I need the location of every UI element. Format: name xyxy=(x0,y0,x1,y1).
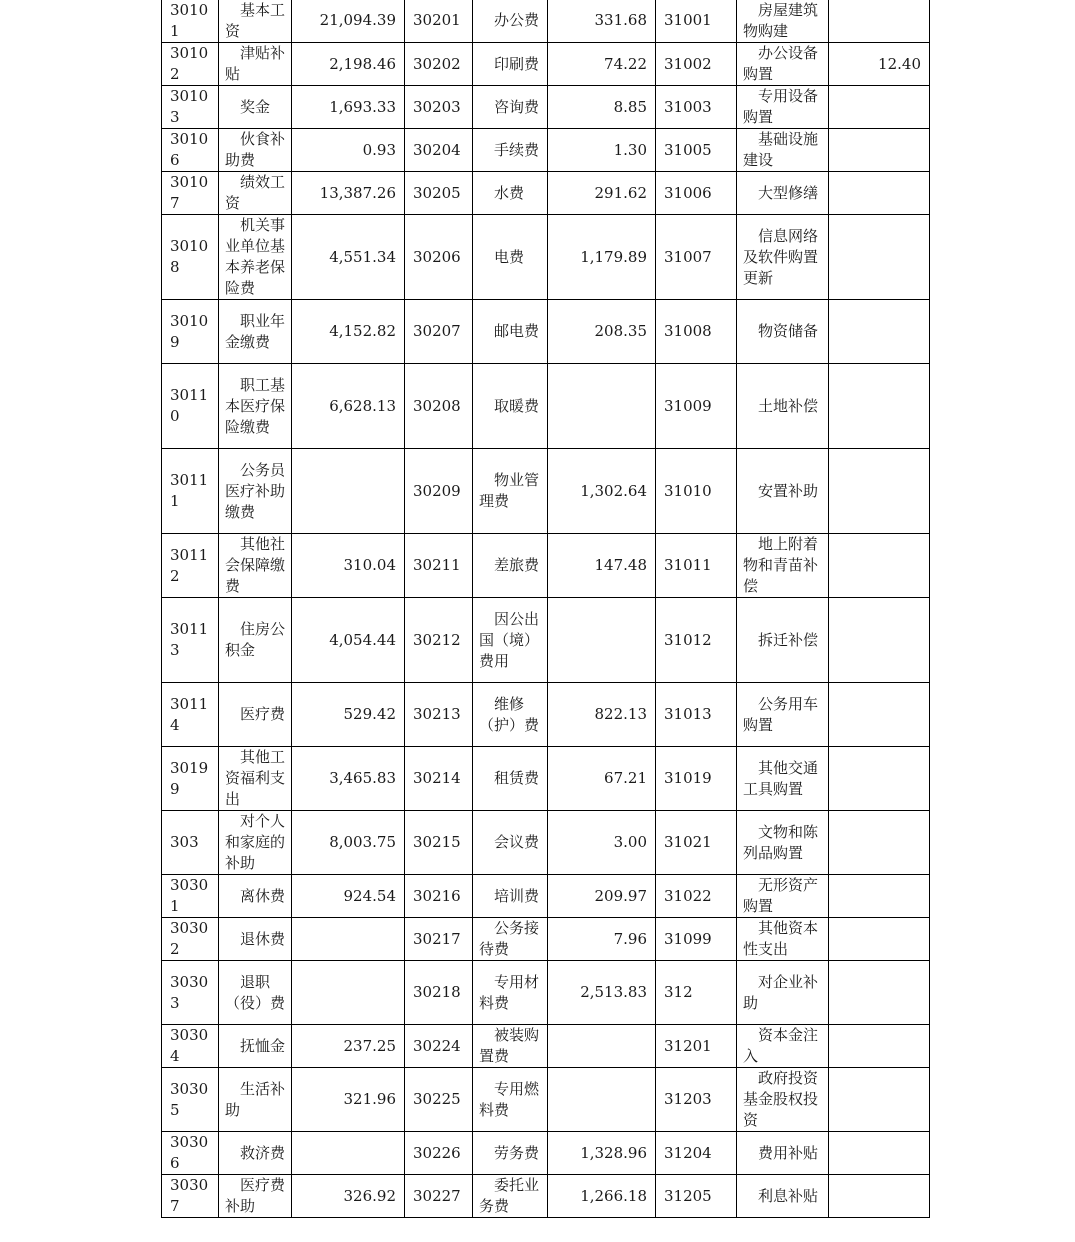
goods-item-name: 邮电费 xyxy=(473,300,548,364)
goods-item-name: 专用燃料费 xyxy=(473,1068,548,1132)
table-row xyxy=(162,811,930,875)
goods-code: 30216 xyxy=(405,875,473,918)
salary-item-name: 生活补助 xyxy=(219,1068,292,1132)
salary-amount: 6,628.13 xyxy=(292,364,405,449)
capital-item-name: 其他交通工具购置 xyxy=(737,747,829,811)
goods-item-name: 培训费 xyxy=(473,875,548,918)
capital-amount xyxy=(829,598,930,683)
first-code: 30302 xyxy=(162,918,219,961)
table-row xyxy=(162,598,930,683)
capital-amount xyxy=(829,1175,930,1218)
capital-item-name: 政府投资基金股权投资 xyxy=(737,1068,829,1132)
capital-code: 31008 xyxy=(656,300,737,364)
table-row xyxy=(162,961,930,1025)
goods-item-name: 印刷费 xyxy=(473,43,548,86)
capital-item-name: 对企业补助 xyxy=(737,961,829,1025)
goods-amount: 1.30 xyxy=(548,129,656,172)
capital-amount xyxy=(829,1068,930,1132)
capital-item-name: 安置补助 xyxy=(737,449,829,534)
salary-amount: 310.04 xyxy=(292,534,405,598)
salary-amount xyxy=(292,449,405,534)
goods-amount: 8.85 xyxy=(548,86,656,129)
salary-item-name: 医疗费 xyxy=(219,683,292,747)
capital-item-name: 土地补偿 xyxy=(737,364,829,449)
goods-amount: 209.97 xyxy=(548,875,656,918)
salary-amount: 4,054.44 xyxy=(292,598,405,683)
capital-code: 312 xyxy=(656,961,737,1025)
first-code: 30305 xyxy=(162,1068,219,1132)
capital-item-name: 利息补贴 xyxy=(737,1175,829,1218)
capital-item-name: 无形资产购置 xyxy=(737,875,829,918)
table-row xyxy=(162,918,930,961)
salary-amount: 2,198.46 xyxy=(292,43,405,86)
capital-amount: 12.40 xyxy=(829,43,930,86)
capital-amount xyxy=(829,1025,930,1068)
goods-amount: 7.96 xyxy=(548,918,656,961)
capital-amount xyxy=(829,0,930,43)
goods-amount: 2,513.83 xyxy=(548,961,656,1025)
capital-code: 31006 xyxy=(656,172,737,215)
capital-amount xyxy=(829,300,930,364)
salary-item-name: 基本工资 xyxy=(219,0,292,43)
salary-item-name: 退职（役）费 xyxy=(219,961,292,1025)
goods-code: 30214 xyxy=(405,747,473,811)
salary-item-name: 职工基本医疗保险缴费 xyxy=(219,364,292,449)
salary-item-name: 医疗费补助 xyxy=(219,1175,292,1218)
table-row xyxy=(162,364,930,449)
goods-code: 30215 xyxy=(405,811,473,875)
capital-item-name: 公务用车购置 xyxy=(737,683,829,747)
expenditure-table xyxy=(161,0,930,1218)
capital-amount xyxy=(829,961,930,1025)
goods-amount: 822.13 xyxy=(548,683,656,747)
table-row xyxy=(162,1132,930,1175)
goods-code: 30208 xyxy=(405,364,473,449)
table-row xyxy=(162,129,930,172)
salary-item-name: 绩效工资 xyxy=(219,172,292,215)
capital-item-name: 办公设备购置 xyxy=(737,43,829,86)
goods-amount: 67.21 xyxy=(548,747,656,811)
goods-item-name: 租赁费 xyxy=(473,747,548,811)
table-row xyxy=(162,1068,930,1132)
capital-amount xyxy=(829,875,930,918)
salary-item-name: 住房公积金 xyxy=(219,598,292,683)
first-code: 30304 xyxy=(162,1025,219,1068)
capital-amount xyxy=(829,534,930,598)
first-code: 30108 xyxy=(162,215,219,300)
salary-item-name: 离休费 xyxy=(219,875,292,918)
goods-amount: 1,302.64 xyxy=(548,449,656,534)
goods-code: 30206 xyxy=(405,215,473,300)
salary-item-name: 公务员医疗补助缴费 xyxy=(219,449,292,534)
goods-item-name: 委托业务费 xyxy=(473,1175,548,1218)
salary-item-name: 职业年金缴费 xyxy=(219,300,292,364)
salary-item-name: 伙食补助费 xyxy=(219,129,292,172)
goods-item-name: 因公出国（境）费用 xyxy=(473,598,548,683)
goods-code: 30213 xyxy=(405,683,473,747)
goods-code: 30207 xyxy=(405,300,473,364)
capital-item-name: 其他资本性支出 xyxy=(737,918,829,961)
salary-amount: 8,003.75 xyxy=(292,811,405,875)
capital-code: 31021 xyxy=(656,811,737,875)
capital-item-name: 资本金注入 xyxy=(737,1025,829,1068)
capital-amount xyxy=(829,811,930,875)
first-code: 303 xyxy=(162,811,219,875)
goods-amount: 147.48 xyxy=(548,534,656,598)
goods-item-name: 物业管理费 xyxy=(473,449,548,534)
capital-code: 31002 xyxy=(656,43,737,86)
capital-code: 31099 xyxy=(656,918,737,961)
table-row xyxy=(162,534,930,598)
capital-code: 31001 xyxy=(656,0,737,43)
goods-amount: 74.22 xyxy=(548,43,656,86)
goods-item-name: 差旅费 xyxy=(473,534,548,598)
table-row xyxy=(162,43,930,86)
capital-code: 31201 xyxy=(656,1025,737,1068)
salary-amount xyxy=(292,1132,405,1175)
table-row xyxy=(162,300,930,364)
goods-code: 30224 xyxy=(405,1025,473,1068)
goods-code: 30212 xyxy=(405,598,473,683)
table-row xyxy=(162,449,930,534)
first-code: 30307 xyxy=(162,1175,219,1218)
goods-item-name: 专用材料费 xyxy=(473,961,548,1025)
table-row xyxy=(162,683,930,747)
salary-amount: 1,693.33 xyxy=(292,86,405,129)
first-code: 30110 xyxy=(162,364,219,449)
salary-amount: 326.92 xyxy=(292,1175,405,1218)
goods-amount: 1,179.89 xyxy=(548,215,656,300)
table-row xyxy=(162,875,930,918)
capital-item-name: 文物和陈列品购置 xyxy=(737,811,829,875)
salary-amount: 237.25 xyxy=(292,1025,405,1068)
goods-item-name: 咨询费 xyxy=(473,86,548,129)
salary-item-name: 抚恤金 xyxy=(219,1025,292,1068)
salary-item-name: 其他工资福利支出 xyxy=(219,747,292,811)
capital-amount xyxy=(829,918,930,961)
capital-amount xyxy=(829,215,930,300)
goods-item-name: 公务接待费 xyxy=(473,918,548,961)
capital-code: 31204 xyxy=(656,1132,737,1175)
salary-item-name: 救济费 xyxy=(219,1132,292,1175)
salary-amount: 321.96 xyxy=(292,1068,405,1132)
capital-code: 31205 xyxy=(656,1175,737,1218)
goods-item-name: 手续费 xyxy=(473,129,548,172)
goods-amount xyxy=(548,1025,656,1068)
capital-code: 31019 xyxy=(656,747,737,811)
salary-item-name: 奖金 xyxy=(219,86,292,129)
salary-amount: 3,465.83 xyxy=(292,747,405,811)
capital-amount xyxy=(829,747,930,811)
first-code: 30113 xyxy=(162,598,219,683)
salary-item-name: 对个人和家庭的补助 xyxy=(219,811,292,875)
goods-amount xyxy=(548,598,656,683)
capital-item-name: 信息网络及软件购置更新 xyxy=(737,215,829,300)
capital-amount xyxy=(829,683,930,747)
goods-code: 30204 xyxy=(405,129,473,172)
table-row xyxy=(162,747,930,811)
capital-item-name: 专用设备购置 xyxy=(737,86,829,129)
salary-item-name: 其他社会保障缴费 xyxy=(219,534,292,598)
goods-item-name: 水费 xyxy=(473,172,548,215)
capital-code: 31022 xyxy=(656,875,737,918)
goods-item-name: 会议费 xyxy=(473,811,548,875)
salary-amount: 13,387.26 xyxy=(292,172,405,215)
first-code: 30301 xyxy=(162,875,219,918)
goods-code: 30217 xyxy=(405,918,473,961)
goods-item-name: 劳务费 xyxy=(473,1132,548,1175)
capital-code: 31003 xyxy=(656,86,737,129)
first-code: 30306 xyxy=(162,1132,219,1175)
capital-amount xyxy=(829,1132,930,1175)
first-code: 30112 xyxy=(162,534,219,598)
first-code: 30114 xyxy=(162,683,219,747)
salary-amount: 4,551.34 xyxy=(292,215,405,300)
salary-amount: 21,094.39 xyxy=(292,0,405,43)
goods-code: 30209 xyxy=(405,449,473,534)
goods-code: 30205 xyxy=(405,172,473,215)
capital-amount xyxy=(829,449,930,534)
goods-amount: 331.68 xyxy=(548,0,656,43)
capital-code: 31010 xyxy=(656,449,737,534)
table-row xyxy=(162,215,930,300)
table-row xyxy=(162,1175,930,1218)
salary-amount: 529.42 xyxy=(292,683,405,747)
goods-item-name: 电费 xyxy=(473,215,548,300)
goods-amount: 1,328.96 xyxy=(548,1132,656,1175)
goods-code: 30201 xyxy=(405,0,473,43)
salary-item-name: 津贴补贴 xyxy=(219,43,292,86)
goods-item-name: 被装购置费 xyxy=(473,1025,548,1068)
goods-amount xyxy=(548,364,656,449)
first-code: 30107 xyxy=(162,172,219,215)
capital-code: 31009 xyxy=(656,364,737,449)
goods-code: 30226 xyxy=(405,1132,473,1175)
table-row xyxy=(162,86,930,129)
goods-code: 30202 xyxy=(405,43,473,86)
goods-code: 30203 xyxy=(405,86,473,129)
capital-code: 31011 xyxy=(656,534,737,598)
goods-code: 30227 xyxy=(405,1175,473,1218)
goods-amount xyxy=(548,1068,656,1132)
goods-amount: 3.00 xyxy=(548,811,656,875)
first-code: 30102 xyxy=(162,43,219,86)
capital-amount xyxy=(829,172,930,215)
goods-item-name: 取暖费 xyxy=(473,364,548,449)
capital-item-name: 费用补贴 xyxy=(737,1132,829,1175)
goods-amount: 291.62 xyxy=(548,172,656,215)
first-code: 30106 xyxy=(162,129,219,172)
table-row xyxy=(162,0,930,43)
goods-amount: 1,266.18 xyxy=(548,1175,656,1218)
first-code: 30101 xyxy=(162,0,219,43)
first-code: 30109 xyxy=(162,300,219,364)
salary-amount: 4,152.82 xyxy=(292,300,405,364)
first-code: 30103 xyxy=(162,86,219,129)
capital-code: 31005 xyxy=(656,129,737,172)
table-body xyxy=(162,0,930,1218)
capital-code: 31013 xyxy=(656,683,737,747)
capital-item-name: 物资储备 xyxy=(737,300,829,364)
first-code: 30199 xyxy=(162,747,219,811)
capital-item-name: 大型修缮 xyxy=(737,172,829,215)
salary-amount xyxy=(292,961,405,1025)
goods-item-name: 维修（护）费 xyxy=(473,683,548,747)
salary-item-name: 退休费 xyxy=(219,918,292,961)
salary-amount: 924.54 xyxy=(292,875,405,918)
goods-code: 30225 xyxy=(405,1068,473,1132)
goods-amount: 208.35 xyxy=(548,300,656,364)
capital-code: 31007 xyxy=(656,215,737,300)
salary-item-name: 机关事业单位基本养老保险费 xyxy=(219,215,292,300)
capital-item-name: 拆迁补偿 xyxy=(737,598,829,683)
first-code: 30111 xyxy=(162,449,219,534)
first-code: 30303 xyxy=(162,961,219,1025)
capital-code: 31203 xyxy=(656,1068,737,1132)
salary-amount xyxy=(292,918,405,961)
capital-amount xyxy=(829,364,930,449)
table-row xyxy=(162,1025,930,1068)
capital-item-name: 房屋建筑物购建 xyxy=(737,0,829,43)
capital-amount xyxy=(829,86,930,129)
capital-item-name: 地上附着物和青苗补偿 xyxy=(737,534,829,598)
capital-item-name: 基础设施建设 xyxy=(737,129,829,172)
capital-amount xyxy=(829,129,930,172)
goods-code: 30211 xyxy=(405,534,473,598)
salary-amount: 0.93 xyxy=(292,129,405,172)
table-row xyxy=(162,172,930,215)
goods-code: 30218 xyxy=(405,961,473,1025)
goods-item-name: 办公费 xyxy=(473,0,548,43)
capital-code: 31012 xyxy=(656,598,737,683)
